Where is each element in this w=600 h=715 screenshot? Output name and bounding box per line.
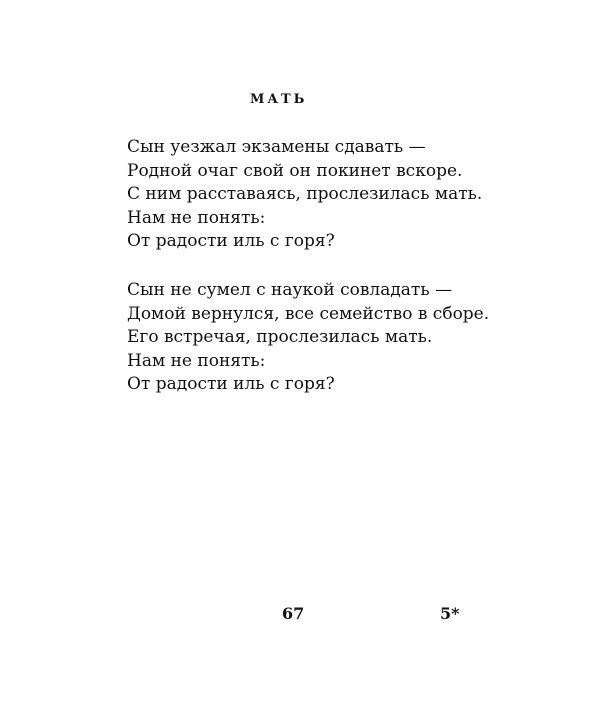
poem-line: Сын не сумел с наукой совладать —	[127, 280, 452, 300]
stanza-2	[127, 279, 527, 397]
page-number: 67	[282, 604, 305, 623]
poem-line: От радости иль с горя?	[127, 231, 335, 251]
poem-line: Родной очаг свой он покинет вскоре.	[127, 160, 463, 181]
poem-line: От радости иль с горя?	[127, 374, 335, 394]
signature-mark: 5*	[440, 604, 460, 623]
poem-line: Нам не понять:	[127, 350, 266, 371]
poem-line: Домой вернулся, все семейство в сборе.	[127, 303, 490, 324]
poem-line: Нам не понять:	[127, 207, 266, 228]
poem-title: МАТЬ	[250, 92, 308, 107]
stanza-1	[127, 136, 527, 254]
poem-line: Его встречая, прослезилась мать.	[127, 327, 433, 347]
poem-line: Сын уезжал экзамены сдавать —	[127, 137, 426, 157]
poem-line: С ним расставаясь, прослезилась мать.	[127, 184, 483, 204]
